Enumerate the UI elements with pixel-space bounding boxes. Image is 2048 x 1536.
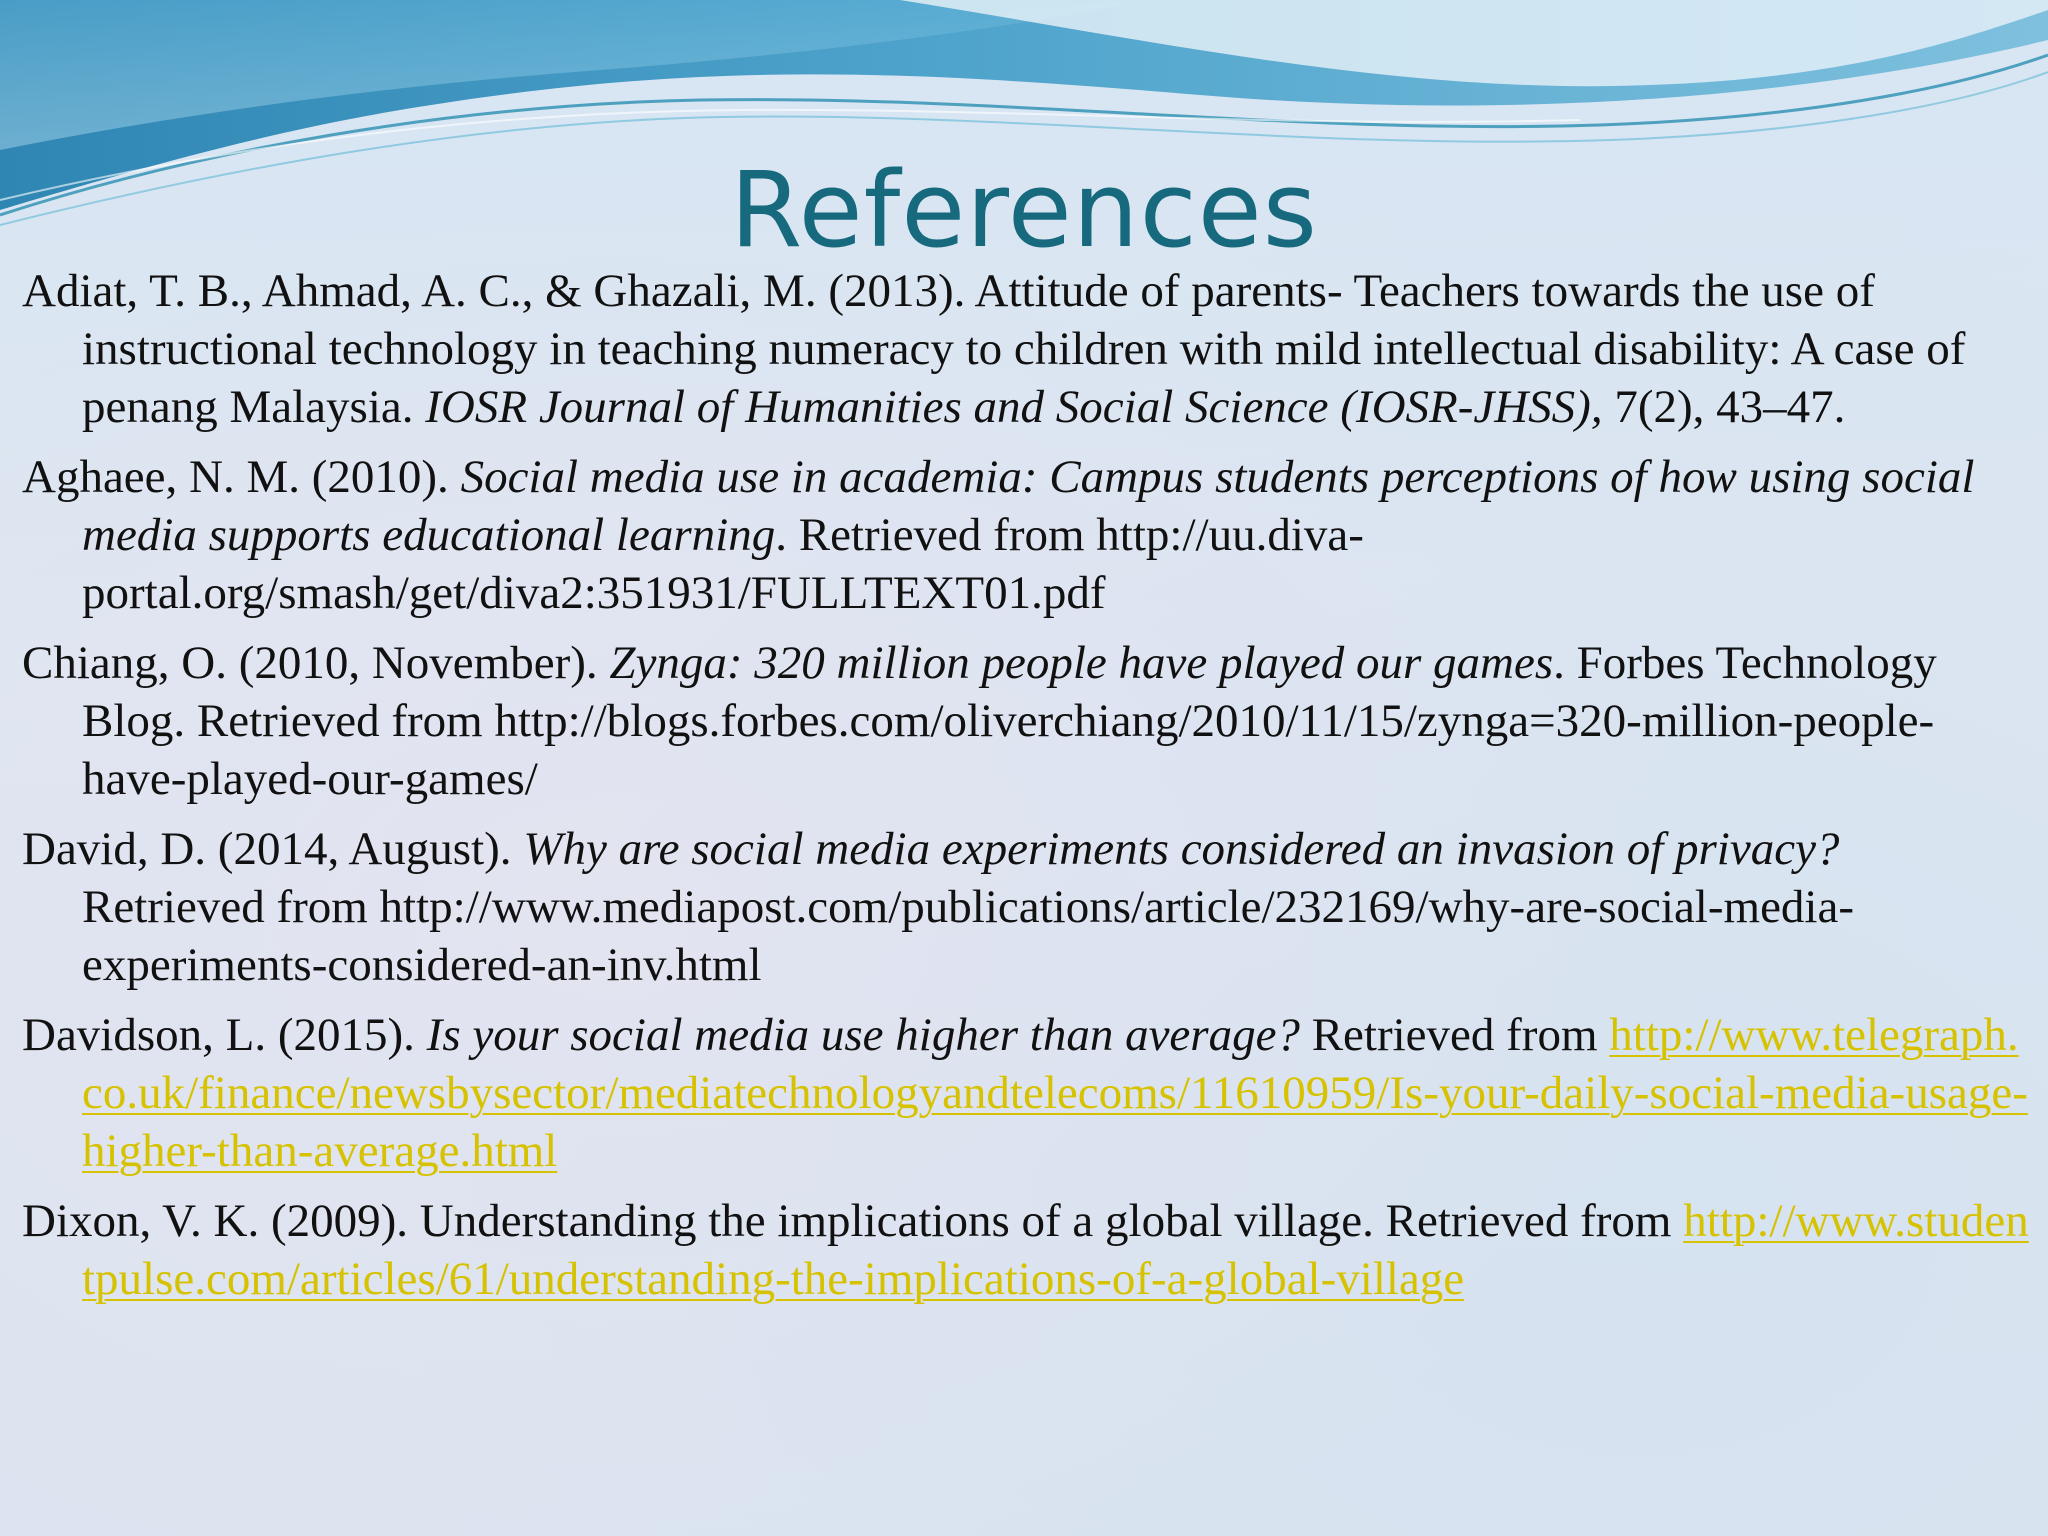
reference-entry: [22, 820, 2032, 994]
reference-text: . Retrieved from http://uu.diva-portal.org/smash/get/diva2:351931/FULLTEXT01.pdf: [82, 509, 1364, 619]
reference-entry: [22, 262, 2032, 436]
reference-text: Davidson, L. (2015).: [22, 1009, 427, 1061]
reference-text: David, D. (2014, August).: [22, 823, 524, 875]
reference-entry: [22, 1192, 2032, 1308]
reference-link[interactable]: http://www.studentpulse.com/articles/61/understanding-the-implications-of-a-global-village: [82, 1195, 2029, 1305]
reference-entry: [22, 1006, 2032, 1180]
reference-text: Dixon, V. K. (2009). Understanding the implications of a global village. Retrieved from: [22, 1195, 1684, 1247]
slide-title: References: [730, 149, 1318, 271]
reference-italic-title: Is your social media use higher than average?: [426, 1009, 1300, 1061]
reference-text: Retrieved from http://www.mediapost.com/publications/article/232169/why-are-social-media-experiments-considered-an-inv.html: [82, 881, 1855, 991]
reference-italic-title: Why are social media experiments considered an invasion of privacy?: [523, 823, 1840, 875]
reference-text: 7(2), 43–47.: [1602, 381, 1846, 433]
reference-text: Retrieved from: [1299, 1009, 1610, 1061]
reference-italic-title: IOSR Journal of Humanities and Social Science (IOSR-JHSS),: [425, 381, 1603, 433]
reference-italic-title: Social media use in academia: Campus students perceptions of how using social media supports educational learning: [82, 451, 1975, 561]
reference-entry: [22, 634, 2032, 808]
reference-list: [22, 262, 2032, 1320]
reference-text: . Forbes Technology Blog. Retrieved from http://blogs.forbes.com/oliverchiang/2010/11/15/zynga=320-million-people-have-played-our-games/: [82, 637, 1937, 805]
reference-text: Chiang, O. (2010, November).: [22, 637, 610, 689]
reference-italic-title: Zynga: 320 million people have played our games: [609, 637, 1554, 689]
reference-text: Adiat, T. B., Ahmad, A. C., & Ghazali, M. (2013). Attitude of parents- Teachers towards the use of instructional technology in teaching numeracy to children with mild intellectual disability: A case of penang Malaysia.: [22, 265, 1966, 433]
reference-entry: [22, 448, 2032, 622]
reference-link[interactable]: http://www.telegraph.co.uk/finance/newsbysector/mediatechnologyandtelecoms/11610959/Is-your-daily-social-media-usage-higher-than-average.html: [82, 1009, 2028, 1177]
reference-text: Aghaee, N. M. (2010).: [22, 451, 461, 503]
